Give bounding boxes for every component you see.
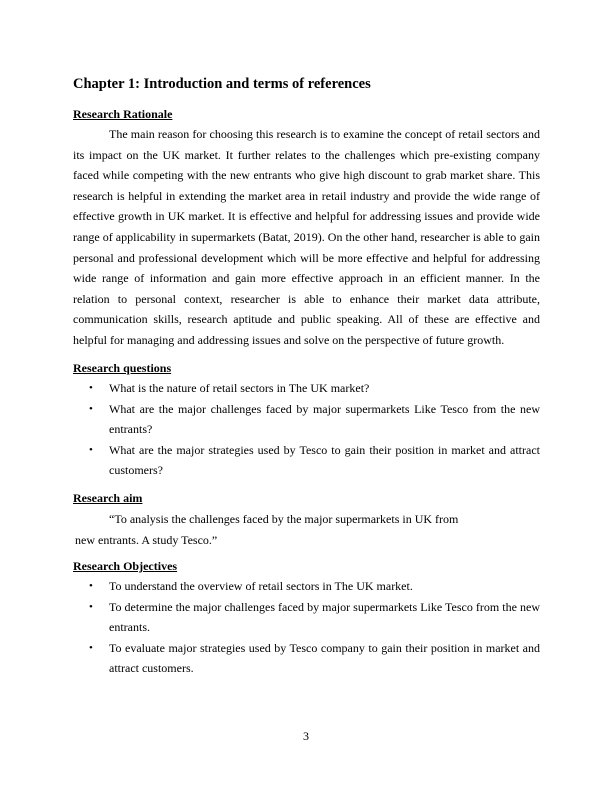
- bullet-icon: •: [89, 641, 93, 654]
- bullet-icon: •: [89, 443, 93, 456]
- list-item: [73, 597, 540, 638]
- bullet-icon: •: [89, 382, 93, 394]
- list-item: [73, 440, 540, 481]
- page-number: 3: [303, 729, 309, 743]
- research-objectives-list: [73, 576, 540, 679]
- bullet-icon: •: [89, 600, 93, 613]
- objective-text: To understand the overview of retail sectors in The UK market.: [109, 579, 413, 593]
- research-aim-heading: Research aim: [73, 491, 143, 505]
- objective-text: To determine the major challenges faced by major supermarkets Like Tesco from the new entrants.: [109, 599, 540, 635]
- research-questions-list: [73, 378, 540, 481]
- research-rationale-paragraph: The main reason for choosing this research is to examine the concept of retail sectors and its impact on the UK market. It further relates to the challenges which pre-existing company faced while competing with the new entrants who give high discount to grab market share. This research is helpful in extending the market area in retail industry and provide the wide range of effective growth in UK market. It is effective and helpful for addressing issues and provide wide range of applicability in supermarkets (Batat, 2019). On the other hand, researcher is able to gain personal and professional development which will be more effective and helpful for addressing wide range of information and gain more effective approach in an efficient manner. In the relation to personal context, researcher is able to enhance their market data attribute, communication skills, research aptitude and public speaking. All of these are effective and helpful for managing and addressing issues and solve on the perspective of future growth.: [73, 127, 540, 347]
- list-item: [73, 576, 540, 597]
- bullet-icon: •: [89, 580, 93, 592]
- research-questions-heading: Research questions: [73, 361, 172, 375]
- bullet-icon: •: [89, 402, 93, 415]
- list-item: [73, 638, 540, 679]
- question-text: What is the nature of retail sectors in The UK market?: [109, 381, 370, 395]
- question-text: What are the major challenges faced by major supermarkets Like Tesco from the new entrants?: [109, 401, 540, 437]
- research-aim-line-2: new entrants. A study Tesco.”: [75, 533, 218, 547]
- research-objectives-heading: Research Objectives: [73, 559, 178, 573]
- objective-text: To evaluate major strategies used by Tesco company to gain their position in market and attract customers.: [109, 640, 540, 676]
- list-item: [73, 378, 540, 399]
- chapter-title: Chapter 1: Introduction and terms of references: [73, 76, 371, 92]
- research-rationale-heading: Research Rationale: [73, 107, 173, 121]
- list-item: [73, 399, 540, 440]
- research-aim-line-1: “To analysis the challenges faced by the major supermarkets in UK from: [109, 512, 459, 526]
- question-text: What are the major strategies used by Tesco to gain their position in market and attract customers?: [109, 442, 540, 478]
